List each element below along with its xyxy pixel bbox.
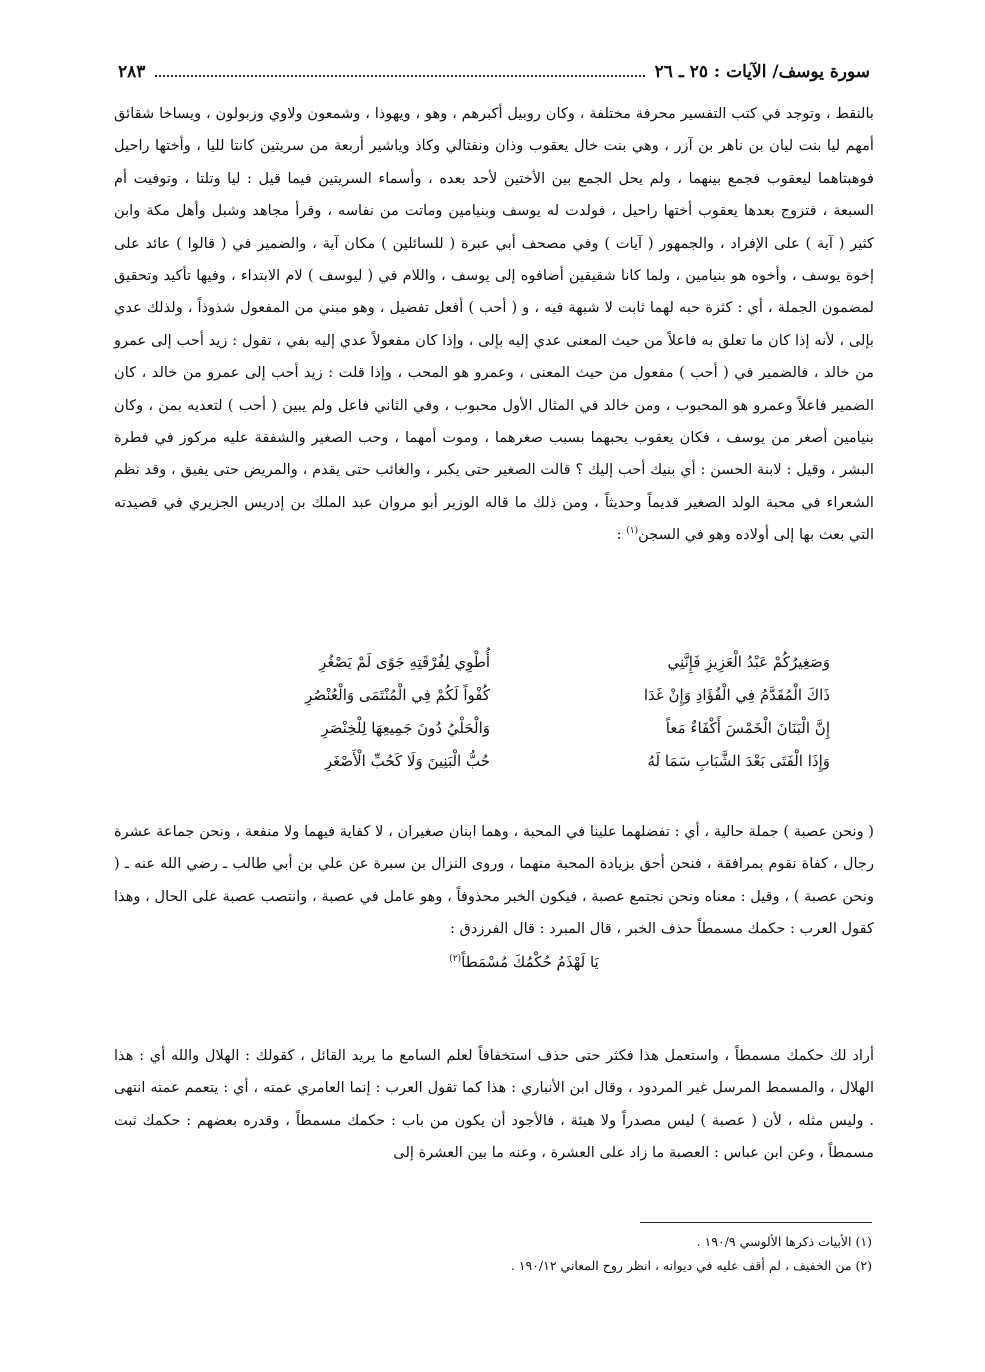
- header-title: سورة يوسف/ الآيات : ٢٥ ـ ٢٦: [654, 62, 870, 82]
- quoted-verse-text: يَا لَهْذَمُ حُكْمُكَ مُسْمَطاً: [461, 952, 599, 971]
- paragraph: [114, 98, 874, 552]
- poem-first-hemistich: وَصَغِيرُكُمْ عَبْدُ الْعَزِيزِ فَإِنَّنِي: [667, 653, 830, 671]
- main-text-continued: [114, 816, 874, 978]
- poem-second-hemistich: أُطْوِي لِفُرْقَتِهِ جَوًى لَمْ يَصْغُرِ: [319, 653, 490, 671]
- poem-first-hemistich: وَإِذَا الْفَتَى بَعْدَ الشَّبَابِ سَمَا لَهُ: [647, 752, 830, 770]
- paragraph: أراد لك حكمك مسمطاً ، واستعمل هذا فكثر حتى حذف استخفافاً لعلم السامع ما يريد القائل ، كقولك : الهلال والله أي : هذا الهلال ، والمسمط المرسل غير المردود ، وقال ابن الأنباري : هذا كما تقول العرب : إنما العامري عمته ، أي : يتعمم عمته انتهى . وليس مثله ، لأن ( عصبة ) ليس مصدراً ولا هيئة ، فالأجود أن يكون من باب : حكمك مسمطاً ، وقدره بعضهم : حكمك ثبت مسمطاً ، وعن ابن عباس : العصبة ما زاد على العشرة ، وعنه ما بين العشرة إلى: [114, 1047, 874, 1162]
- poem-second-hemistich: حُبُّ الْبَنِينَ وَلَا كَحُبِّ الْأَصْغَرِ: [324, 752, 490, 770]
- paragraph: ( ونحن عصبة ) جملة حالية ، أي : تفضلهما علينا في المحبة ، وهما ابنان صغيران ، لا كفاية فيهما ولا منفعة ، ونحن جماعة عشرة رجال ، كفاة نقوم بمرافقة ، فنحن أحق بزيادة المحبة منهما ، وروى النزال بن سبرة عن علي بن أبي طالب ـ رضي الله عنه ـ ( ونحن عصبة ) ، وقيل : معناه ونحن نجتمع عصبة ، فيكون الخبر محذوفاً ، وهو عامل في عصبة ، وانتصب عصبة على الحال ، وهذا كقول العرب : حكمك مسمطاً حذف الخبر ، قال المبرد : قال الفرزدق :: [114, 823, 874, 938]
- poem-first-hemistich: ذَاكَ الْمُقَدَّمُ فِي الْفُؤَادِ وَإِنْ غَدَا: [643, 686, 830, 704]
- footnote-separator: [640, 1222, 872, 1223]
- poem: [190, 646, 830, 778]
- footnote-1: (١) الأبيات ذكرها الألوسي ١٩٠/٩ .: [696, 1234, 872, 1249]
- main-text: [114, 98, 874, 552]
- paragraph-colon: :: [616, 526, 627, 544]
- main-text-final: [114, 1040, 874, 1170]
- poem-verse: [190, 712, 830, 745]
- poem-first-hemistich: إِنَّ الْبَنَانَ الْخَمْسَ أَكْفَاءٌ مَعاً: [665, 719, 830, 737]
- poem-second-hemistich: كُفْواً لَكُمْ فِي الْمُنْتَمَى وَالْعُنْصُرِ: [305, 686, 490, 704]
- running-header: [118, 60, 870, 84]
- poem-second-hemistich: وَالْحَلْيُ دُونَ جَمِيعِهَا لِلْخِنْصَرِ: [321, 719, 490, 737]
- footnote-ref-1: (١): [626, 526, 639, 537]
- footnotes: [300, 1230, 872, 1278]
- footnote-2: (٢) من الخفيف ، لم أقف عليه في ديوانه ، انظر روح المعاني ١٩٠/١٢ .: [510, 1258, 872, 1273]
- page-number: ٢٨٣: [118, 62, 146, 82]
- footnote-ref-2: (٢): [449, 953, 462, 964]
- poem-verse: [190, 745, 830, 778]
- poem-verse: [190, 646, 830, 679]
- quoted-verse: [114, 946, 874, 978]
- header-dot-leader: [155, 75, 644, 77]
- paragraph-text: بالنقط ، وتوجد في كتب التفسير محرفة مختلفة ، وكان روبيل أكبرهم ، وهو ، ويهوذا ، وشمعون ولاوي وزبولون ، ويساخا شقائق أمهم ليا بنت ليان بن ناهر بن آزر ، وهي بنت خال يعقوب وذان ونفتالي وكاذ وياشير أربعة من سريتين كانتا لليا ، وأختها راحيل فوهبتاهما ليعقوب فجمع بينهما ، ولم يحل الجمع بين الأختين لأحد بعده ، وأسماء السريتين فيما قيل : ليا وتلتا ، وتوفيت أم السبعة ، فتزوج بعدها يعقوب أختها راحيل ، فولدت له يوسف وبنيامين وماتت من نفاسه ، وقرأ مجاهد وشبل وأهل مكة وابن كثير ( آية ) على الإفراد ، والجمهور ( آيات ) وفي مصحف أبي عبرة ( للسائلين ) مكان آية ، والضمير في ( قالوا ) عائد على إخوة يوسف ، وأخوه هو بنيامين ، ولما كانا شقيقين أضافوه إلى يوسف ، واللام في ( ليوسف ) لام الابتداء ، وفيها تأكيد وتحقيق لمضمون الجملة ، أي : كثرة حبه لهما ثابت لا شبهة فيه ، و ( أحب ) أفعل تفضيل ، وهو مبني من المفعول شذوذاً ، ولذلك عدي بإلى ، لأنه إذا كان ما تعلق به فاعلاً من حيث المعنى عدي إليه بإلى ، وإذا كان مفعولاً عدي إليه بفي ، تقول : زيد أحب إلى عمرو من خالد ، فالضمير في ( أحب ) مفعول من حيث المعنى ، وعمرو هو المحب ، وإذا قلت : زيد أحب إلى عمرو من خالد ، كان الضمير فاعلاً وعمرو هو المحبوب ، ومن خالد في المثال الأول محبوب ، وفي الثاني فاعل ولم يبين ( أحب ) لتعديه بمن ، وكان بنيامين أصغر من يوسف ، فكان يعقوب يحبهما بسبب صغرهما ، وموت أمهما ، وحب الصغير والشفقة عليه مركوز في فطرة البشر ، وقيل : لابنة الحسن : أي بنيك أحب إليك ؟ قالت الصغير حتى يكبر ، والغائب حتى يقدم ، والمريض حتى يفيق ، وقد نظم الشعراء في محبة الولد الصغير قديماً وحديثاً ، ومن ذلك ما قاله الوزير أبو مروان عبد الملك بن إدريس الجزيري في قصيدته التي بعث بها إلى أولاده وهو في السجن: [114, 105, 874, 544]
- poem-verse: [190, 679, 830, 712]
